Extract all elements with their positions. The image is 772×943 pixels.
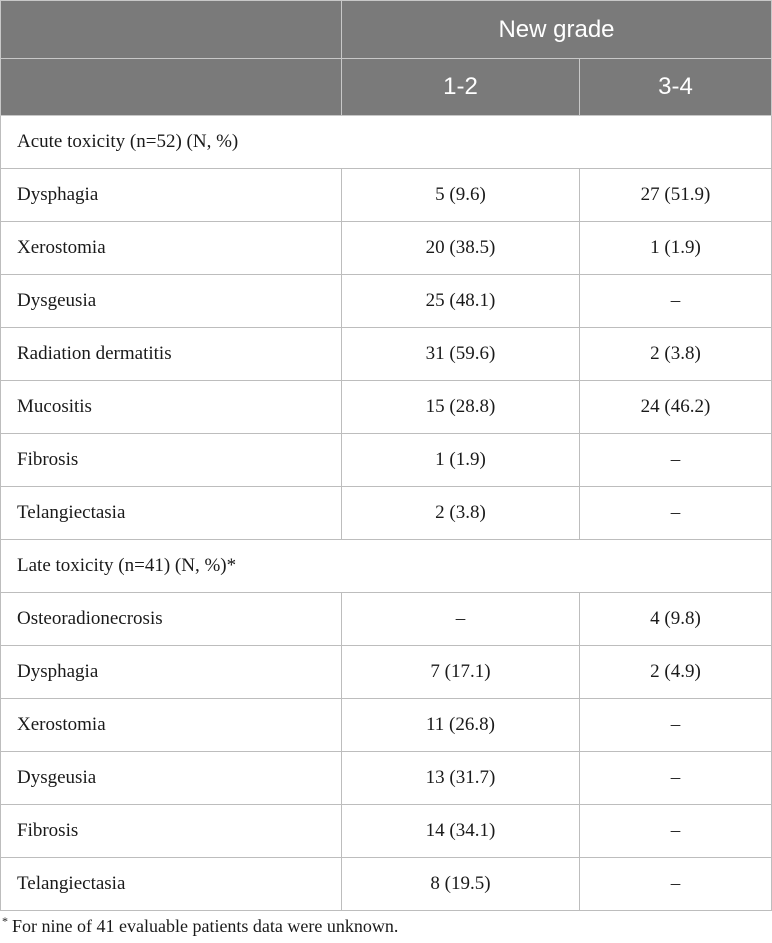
table-row xyxy=(1,805,772,858)
cell-grade-1-2: 8 (19.5) xyxy=(342,858,580,911)
header-grade-3-4: 3-4 xyxy=(580,59,772,116)
cell-grade-3-4: – xyxy=(580,699,772,752)
table-row xyxy=(1,858,772,911)
cell-grade-1-2: 1 (1.9) xyxy=(342,434,580,487)
row-label: Fibrosis xyxy=(1,434,342,487)
table-row xyxy=(1,275,772,328)
cell-grade-3-4: 4 (9.8) xyxy=(580,593,772,646)
cell-grade-1-2: 11 (26.8) xyxy=(342,699,580,752)
row-label: Telangiectasia xyxy=(1,487,342,540)
table-row xyxy=(1,593,772,646)
header-empty-cell xyxy=(1,59,342,116)
row-label: Dysphagia xyxy=(1,646,342,699)
cell-grade-1-2: 13 (31.7) xyxy=(342,752,580,805)
cell-grade-3-4: 27 (51.9) xyxy=(580,169,772,222)
row-label: Xerostomia xyxy=(1,699,342,752)
cell-grade-1-2: 7 (17.1) xyxy=(342,646,580,699)
row-label: Xerostomia xyxy=(1,222,342,275)
header-row-grades xyxy=(1,59,772,116)
cell-grade-3-4: 24 (46.2) xyxy=(580,381,772,434)
cell-grade-1-2: 2 (3.8) xyxy=(342,487,580,540)
cell-grade-1-2: – xyxy=(342,593,580,646)
row-label: Telangiectasia xyxy=(1,858,342,911)
cell-grade-3-4: – xyxy=(580,752,772,805)
cell-grade-1-2: 20 (38.5) xyxy=(342,222,580,275)
section-title: Acute toxicity (n=52) (N, %) xyxy=(1,116,772,169)
row-label: Dysgeusia xyxy=(1,275,342,328)
row-label: Dysgeusia xyxy=(1,752,342,805)
row-label: Osteoradionecrosis xyxy=(1,593,342,646)
table-row xyxy=(1,699,772,752)
row-label: Radiation dermatitis xyxy=(1,328,342,381)
table-row xyxy=(1,381,772,434)
section-row-acute xyxy=(1,116,772,169)
cell-grade-3-4: – xyxy=(580,487,772,540)
cell-grade-3-4: – xyxy=(580,434,772,487)
cell-grade-3-4: 2 (3.8) xyxy=(580,328,772,381)
row-label: Fibrosis xyxy=(1,805,342,858)
table-row xyxy=(1,222,772,275)
header-grade-1-2: 1-2 xyxy=(342,59,580,116)
header-empty-cell xyxy=(1,1,342,59)
cell-grade-1-2: 31 (59.6) xyxy=(342,328,580,381)
table-footnote xyxy=(2,916,398,937)
row-label: Mucositis xyxy=(1,381,342,434)
cell-grade-3-4: – xyxy=(580,805,772,858)
cell-grade-3-4: – xyxy=(580,275,772,328)
cell-grade-1-2: 5 (9.6) xyxy=(342,169,580,222)
table-row xyxy=(1,487,772,540)
section-title: Late toxicity (n=41) (N, %)* xyxy=(1,540,772,593)
table-row xyxy=(1,646,772,699)
header-new-grade: New grade xyxy=(342,1,772,59)
row-label: Dysphagia xyxy=(1,169,342,222)
footnote-marker: * xyxy=(2,914,8,928)
cell-grade-1-2: 25 (48.1) xyxy=(342,275,580,328)
footnote-text: For nine of 41 evaluable patients data were unknown. xyxy=(12,916,399,936)
table-row xyxy=(1,328,772,381)
section-row-late xyxy=(1,540,772,593)
cell-grade-3-4: 1 (1.9) xyxy=(580,222,772,275)
cell-grade-3-4: – xyxy=(580,858,772,911)
cell-grade-3-4: 2 (4.9) xyxy=(580,646,772,699)
cell-grade-1-2: 15 (28.8) xyxy=(342,381,580,434)
header-row-group xyxy=(1,1,772,59)
table-row xyxy=(1,752,772,805)
table-row xyxy=(1,169,772,222)
cell-grade-1-2: 14 (34.1) xyxy=(342,805,580,858)
table-row xyxy=(1,434,772,487)
